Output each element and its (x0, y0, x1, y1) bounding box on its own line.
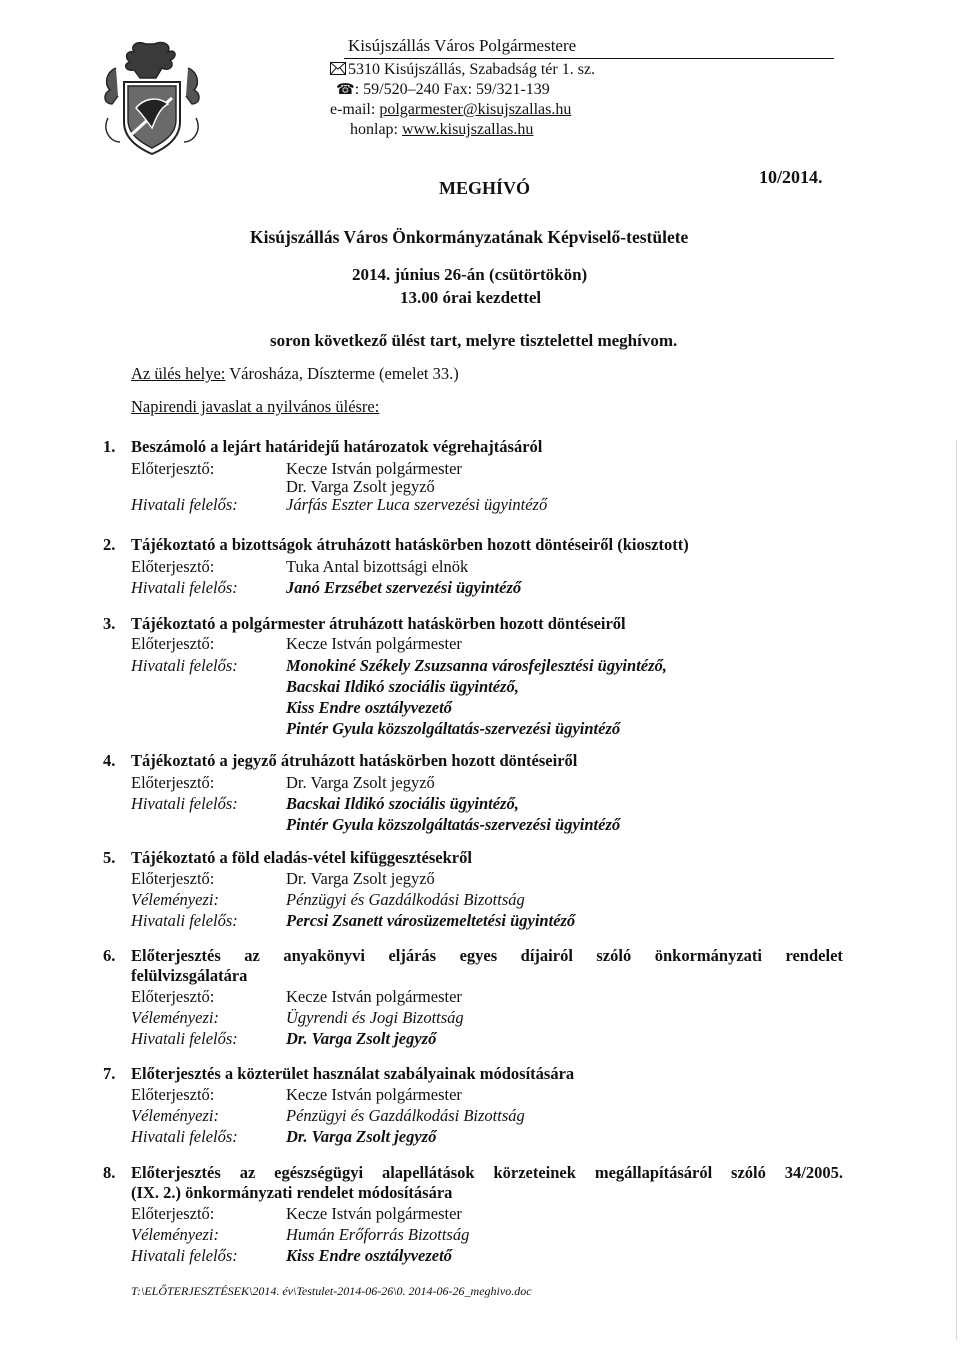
item-5-reviewer-label: Véleményezi: (131, 890, 219, 909)
item-6-title-line2: felülvizsgálatára (131, 966, 248, 985)
envelope-icon (330, 62, 346, 75)
item-5-reviewer: Pénzügyi és Gazdálkodási Bizottság (286, 890, 525, 909)
phone-icon: ☎ (336, 82, 355, 98)
item-1-presenter: Kecze István polgármester (286, 459, 462, 478)
item-4-number: 4. (103, 751, 116, 770)
coat-of-arms-icon (96, 38, 208, 158)
item-8-responsible-label: Hivatali felelős: (131, 1246, 238, 1265)
item-5-title: Tájékoztató a föld eladás-vétel kifüggesztésekről (131, 848, 472, 867)
item-6-reviewer: Ügyrendi és Jogi Bizottság (286, 1008, 464, 1027)
venue-label: Az ülés helye: (131, 364, 226, 383)
item-8-title-line2: (IX. 2.) önkormányzati rendelet módosítására (131, 1183, 453, 1202)
item-3-title: Tájékoztató a polgármester átruházott hatáskörben hozott döntéseiről (131, 614, 626, 633)
item-3-number: 3. (103, 614, 116, 633)
email-line: e-mail: polgarmester@kisujszallas.hu (330, 101, 572, 118)
venue-line (131, 364, 459, 384)
footer-file-path: T:\ELŐTERJESZTÉSEK\2014. év\Testulet-2014-06-26\0. 2014-06-26_meghivo.doc (131, 1284, 532, 1298)
item-2-responsible-label: Hivatali felelős: (131, 578, 238, 597)
item-7-number: 7. (103, 1064, 116, 1083)
item-4-responsible-1: Bacskai Ildikó szociális ügyintéző, (286, 794, 519, 813)
item-7-presenter-label: Előterjesztő: (131, 1085, 215, 1104)
item-1-responsible-label: Hivatali felelős: (131, 495, 238, 514)
item-1-number: 1. (103, 437, 116, 456)
item-8-title-line1: Előterjesztés az egészségügyi alapellátások körzeteinek megállapításáról szóló 34/2005. (131, 1163, 843, 1182)
item-5-responsible: Percsi Zsanett városüzemeltetési ügyintéző (286, 911, 576, 930)
item-5-number: 5. (103, 848, 116, 867)
item-2-title: Tájékoztató a bizottságok átruházott hatáskörben hozott döntéseiről (kiosztott) (131, 535, 689, 554)
item-4-presenter-label: Előterjesztő: (131, 773, 215, 792)
item-2-presenter-label: Előterjesztő: (131, 557, 215, 576)
scan-edge (956, 440, 957, 1340)
item-6-responsible: Dr. Varga Zsolt jegyző (286, 1029, 437, 1048)
item-4-responsible-label: Hivatali felelős: (131, 794, 238, 813)
meeting-date: 2014. június 26-án (csütörtökön) (352, 265, 588, 284)
item-6-presenter-label: Előterjesztő: (131, 987, 215, 1006)
doc-number: 10/2014. (759, 167, 823, 187)
item-7-reviewer: Pénzügyi és Gazdálkodási Bizottság (286, 1106, 525, 1125)
item-8-reviewer-label: Véleményezi: (131, 1225, 219, 1244)
venue-value: Városháza, Díszterme (emelet 33.) (225, 364, 459, 383)
item-6-reviewer-label: Véleményezi: (131, 1008, 219, 1027)
item-7-responsible: Dr. Varga Zsolt jegyző (286, 1127, 437, 1146)
letterhead-rule (344, 58, 834, 59)
item-4-presenter: Dr. Varga Zsolt jegyző (286, 773, 435, 792)
item-7-title: Előterjesztés a közterület használat szabályainak módosítására (131, 1064, 575, 1083)
item-6-number: 6. (103, 946, 116, 965)
item-3-responsible-label: Hivatali felelős: (131, 656, 238, 675)
item-7-presenter: Kecze István polgármester (286, 1085, 462, 1104)
item-5-presenter: Dr. Varga Zsolt jegyző (286, 869, 435, 888)
item-3-responsible-1: Monokiné Székely Zsuzsanna városfejlesztési ügyintéző, (286, 656, 667, 675)
item-8-presenter-label: Előterjesztő: (131, 1204, 215, 1223)
item-3-presenter: Kecze István polgármester (286, 634, 462, 653)
item-3-responsible-2: Bacskai Ildikó szociális ügyintéző, (286, 677, 519, 696)
web-line: honlap: www.kisujszallas.hu (350, 121, 534, 138)
item-8-reviewer: Humán Erőforrás Bizottság (286, 1225, 470, 1244)
item-2-number: 2. (103, 535, 116, 554)
item-4-title: Tájékoztató a jegyző átruházott hatáskörben hozott döntéseiről (131, 751, 578, 770)
item-3-responsible-4: Pintér Gyula közszolgáltatás-szervezési ügyintéző (286, 719, 621, 738)
doc-title: MEGHÍVÓ (439, 178, 531, 198)
item-8-presenter: Kecze István polgármester (286, 1204, 462, 1223)
address-line: 5310 Kisújszállás, Szabadság tér 1. sz. (330, 60, 595, 79)
item-6-presenter: Kecze István polgármester (286, 987, 462, 1006)
body-name: Kisújszállás Város Önkormányzatának Képviselő-testülete (250, 227, 689, 247)
email-link[interactable]: polgarmester@kisujszallas.hu (379, 101, 572, 118)
item-1-responsible: Járfás Eszter Luca szervezési ügyintéző (286, 495, 548, 514)
item-8-responsible: Kiss Endre osztályvezető (286, 1246, 452, 1265)
item-4-responsible-2: Pintér Gyula közszolgáltatás-szervezési ügyintéző (286, 815, 621, 834)
item-7-responsible-label: Hivatali felelős: (131, 1127, 238, 1146)
item-6-title-line1: Előterjesztés az anyakönyvi eljárás egyes díjairól szóló önkormányzati rendelet (131, 946, 843, 965)
item-2-presenter: Tuka Antal bizottsági elnök (286, 557, 469, 576)
invitation-text: soron következő ülést tart, melyre tisztelettel meghívom. (270, 331, 678, 350)
meeting-time: 13.00 órai kezdettel (400, 288, 542, 307)
item-8-number: 8. (103, 1163, 116, 1182)
item-5-presenter-label: Előterjesztő: (131, 869, 215, 888)
agenda-heading: Napirendi javaslat a nyilvános ülésre: (131, 397, 380, 416)
phone-line: ☎: 59/520–240 Fax: 59/321-139 (336, 81, 550, 98)
web-link[interactable]: www.kisujszallas.hu (402, 121, 534, 138)
item-7-reviewer-label: Véleményezi: (131, 1106, 219, 1125)
item-6-responsible-label: Hivatali felelős: (131, 1029, 238, 1048)
item-1-presenter-label: Előterjesztő: (131, 459, 215, 478)
item-3-presenter-label: Előterjesztő: (131, 634, 215, 653)
org-name: Kisújszállás Város Polgármestere (348, 36, 577, 55)
item-1-presenter-2: Dr. Varga Zsolt jegyző (286, 477, 435, 496)
item-5-responsible-label: Hivatali felelős: (131, 911, 238, 930)
item-1-title: Beszámoló a lejárt határidejű határozatok végrehajtásáról (131, 437, 543, 456)
item-2-responsible: Janó Erzsébet szervezési ügyintéző (286, 578, 522, 597)
item-3-responsible-3: Kiss Endre osztályvezető (286, 698, 452, 717)
